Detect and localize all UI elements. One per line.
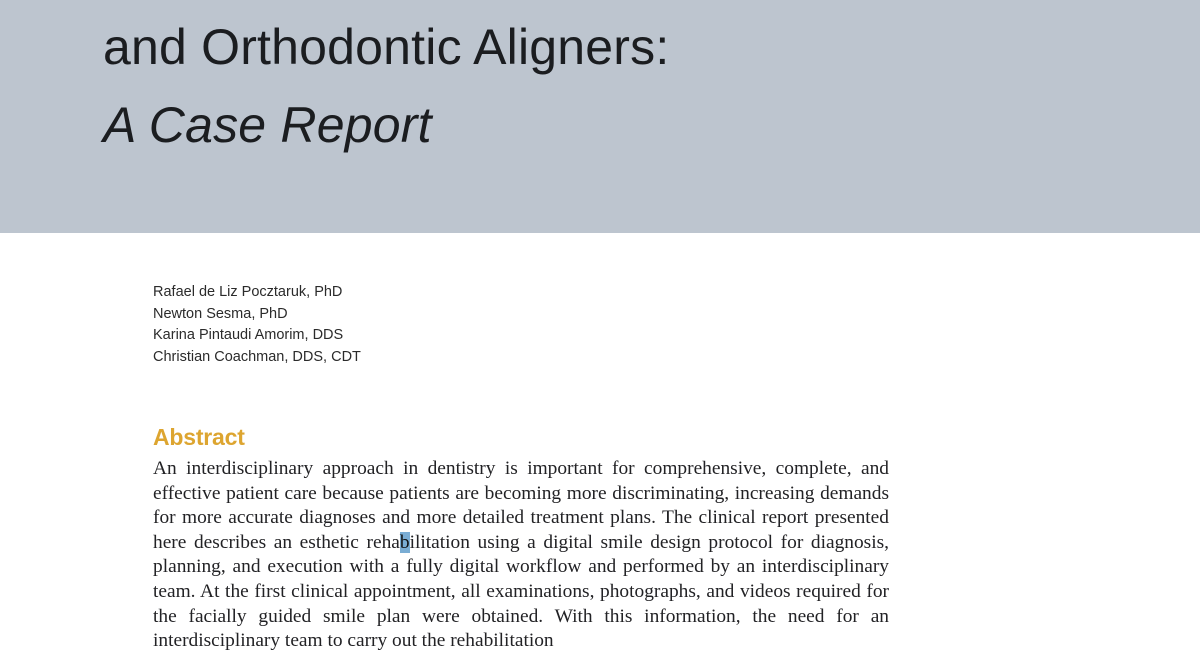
author-item: Karina Pintaudi Amorim, DDS xyxy=(153,327,344,343)
text-selection-highlight[interactable]: b xyxy=(399,531,410,553)
title-block xyxy=(103,8,1103,164)
abstract-text-before-selection: An interdisciplinary approach in dentistry is important for comprehensive, complete, and effective patient care because patients are becoming more discriminating, increasing demands for more accurate diagnoses and more detailed treatment plans. The clinical report presented here describes an esthetic reha xyxy=(153,458,889,553)
title-header-band xyxy=(0,0,1200,233)
author-list xyxy=(153,282,853,368)
author-item: Rafael de Liz Pocztaruk, PhD xyxy=(153,284,343,300)
author-item: Christian Coachman, DDS, CDT xyxy=(153,348,361,365)
document-page-body xyxy=(0,233,1200,652)
abstract-paragraph[interactable] xyxy=(153,457,889,654)
page-subtitle: A Case Report xyxy=(103,97,432,153)
abstract-heading: Abstract xyxy=(153,424,245,450)
author-item: Newton Sesma, PhD xyxy=(153,305,288,322)
abstract-text-after-selection: ilitation using a digital smile design protocol for diagnosis, planning, and execution with a fully digital workflow and performed by an interdisciplinary team. At the first clinical appointment, all examinations, photographs, and videos required for the facially guided smile plan were obtained. With this information, the need for an interdisciplinary team to carry out the rehabilitation xyxy=(153,531,890,652)
page-title: and Orthodontic Aligners: xyxy=(103,19,670,75)
